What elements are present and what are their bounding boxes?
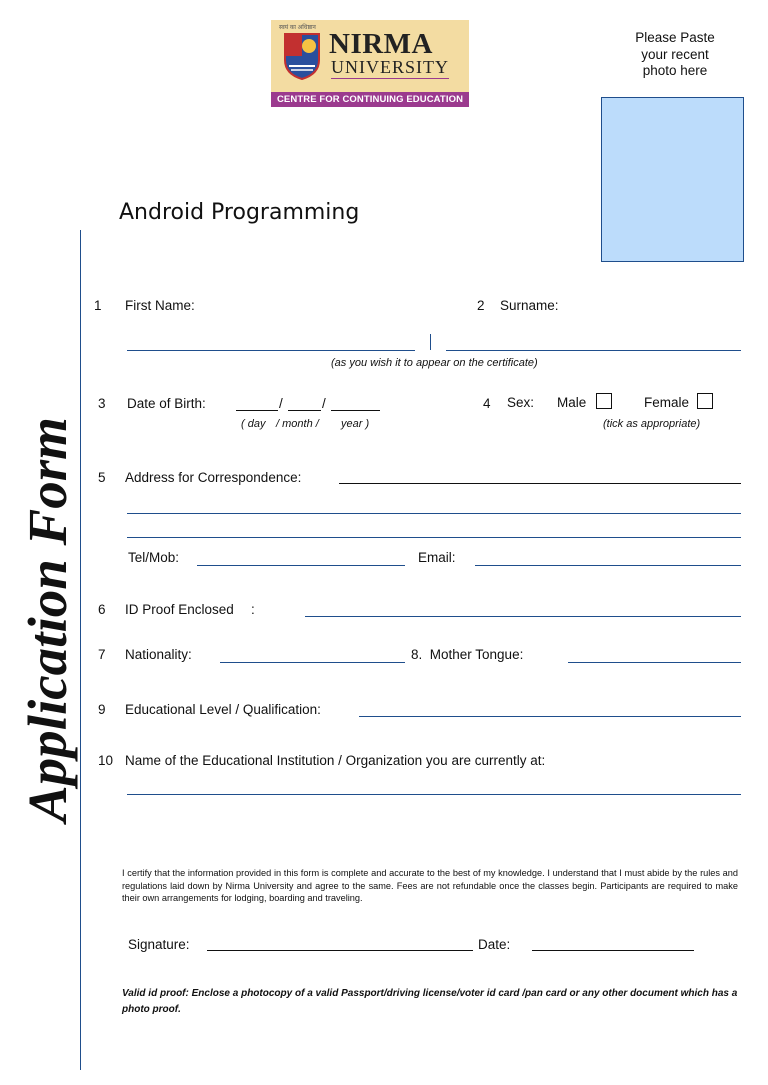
university-logo	[271, 20, 469, 107]
field-5-number: 5	[98, 470, 106, 485]
email-label: Email:	[418, 550, 456, 565]
male-checkbox[interactable]	[596, 393, 612, 409]
tel-label: Tel/Mob:	[128, 550, 180, 565]
course-title: Android Programming	[119, 200, 360, 225]
name-hint: (as you wish it to appear on the certificate)	[331, 357, 538, 369]
female-checkbox[interactable]	[697, 393, 713, 409]
photo-note: Please Paste your recent photo here	[635, 30, 715, 78]
side-title: Application Form	[17, 417, 78, 822]
logo-subtitle: UNIVERSITY	[331, 57, 449, 77]
institution-label: Name of the Educational Institution / Organization you are currently at:	[125, 753, 546, 768]
date-input[interactable]	[532, 950, 694, 951]
field-10-number: 10	[98, 753, 114, 768]
logo-background	[271, 20, 469, 92]
dob-hint-day: ( day	[241, 418, 266, 430]
dob-month-input[interactable]	[288, 410, 321, 411]
dob-hint-year: year )	[341, 418, 370, 430]
dob-label: Date of Birth:	[127, 396, 206, 411]
field-2-number: 2	[477, 298, 485, 313]
id-proof-colon: :	[251, 602, 255, 617]
email-input[interactable]	[475, 565, 741, 566]
logo-name: NIRMA	[329, 28, 433, 60]
dob-separator-2: /	[322, 396, 326, 411]
date-label: Date:	[478, 937, 511, 952]
address-input-line-3[interactable]	[127, 537, 741, 538]
address-input-line-2[interactable]	[127, 513, 741, 514]
university-emblem-icon	[283, 32, 321, 80]
dob-day-input[interactable]	[236, 410, 278, 411]
name-separator	[430, 334, 431, 350]
nationality-label: Nationality:	[125, 647, 192, 662]
dob-separator-1: /	[279, 396, 283, 411]
photo-box[interactable]	[601, 97, 744, 262]
signature-label: Signature:	[128, 937, 190, 952]
field-9-number: 9	[98, 702, 106, 717]
field-7-number: 7	[98, 647, 106, 662]
field-6-number: 6	[98, 602, 106, 617]
address-input-line-1[interactable]	[339, 483, 741, 484]
dob-year-input[interactable]	[331, 410, 380, 411]
id-proof-input[interactable]	[305, 616, 741, 617]
education-input[interactable]	[359, 716, 741, 717]
surname-label: Surname:	[500, 298, 559, 313]
signature-input[interactable]	[207, 950, 473, 951]
female-label: Female	[644, 395, 690, 410]
logo-centre-bar: CENTRE FOR CONTINUING EDUCATION	[271, 92, 469, 107]
dob-hint-month: / month /	[276, 418, 319, 430]
sex-hint: (tick as appropriate)	[603, 418, 701, 430]
field-1-number: 1	[94, 298, 102, 313]
first-name-input[interactable]	[127, 350, 415, 351]
sex-label: Sex:	[507, 395, 535, 410]
nationality-input[interactable]	[220, 662, 405, 663]
address-label: Address for Correspondence:	[125, 470, 302, 485]
male-label: Male	[557, 395, 587, 410]
field-4-number: 4	[483, 396, 491, 411]
institution-input[interactable]	[127, 794, 741, 795]
logo-tagline: स्वयं का अधिष्ठान	[279, 25, 316, 31]
vertical-rule	[80, 230, 81, 1070]
tel-input[interactable]	[197, 565, 405, 566]
field-3-number: 3	[98, 396, 106, 411]
education-label: Educational Level / Qualification:	[125, 702, 321, 717]
first-name-label: First Name:	[125, 298, 195, 313]
id-proof-label: ID Proof Enclosed	[125, 602, 234, 617]
declaration-text: I certify that the information provided in this form is complete and accurate to the best of my knowledge. I understand that I must abide by the rules and regulations laid down by Nirma University and agree to the same. Fees are not refundable once the classes begin. Participants are required to make their own arrangements for lodging, boarding and traveling.	[122, 868, 738, 903]
id-proof-footnote: Valid id proof: Enclose a photocopy of a valid Passport/driving license/voter id card /pan card or any other document which has a photo proof.	[122, 988, 738, 1015]
mother-tongue-label: 8. Mother Tongue:	[411, 647, 524, 662]
mother-tongue-input[interactable]	[568, 662, 741, 663]
surname-input[interactable]	[446, 350, 741, 351]
